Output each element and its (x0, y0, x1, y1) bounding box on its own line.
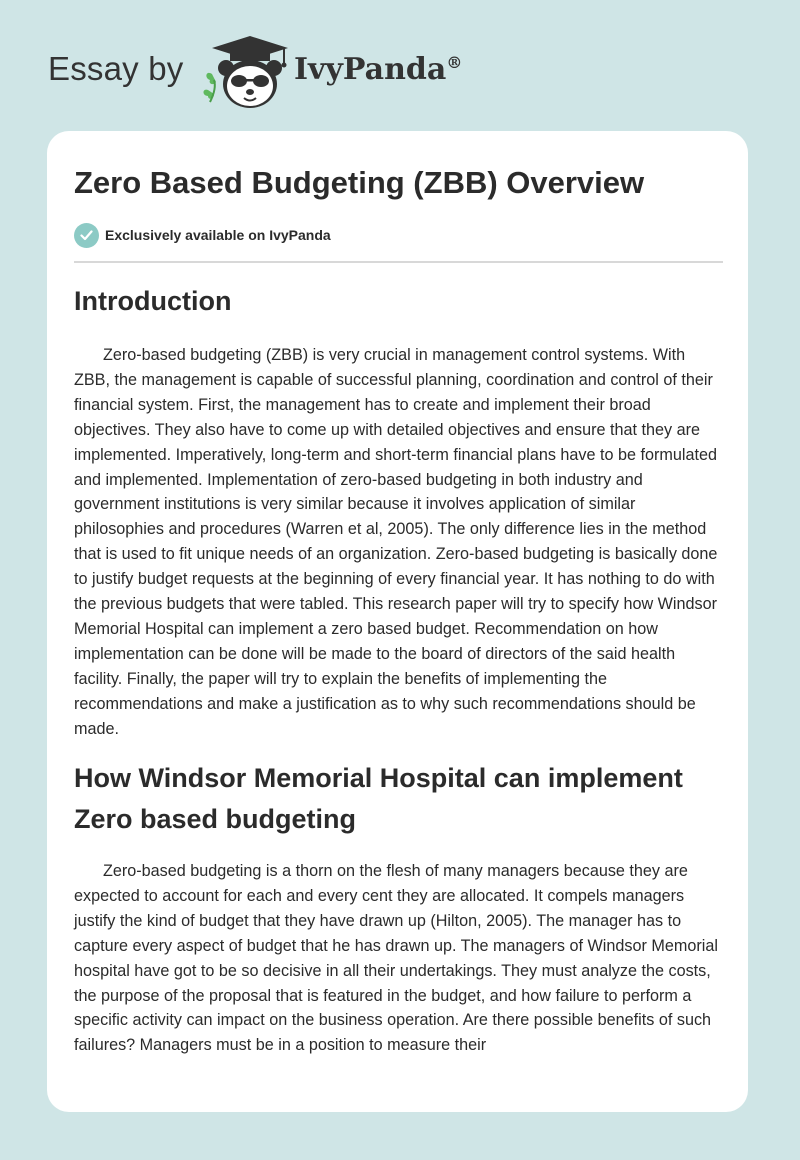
section-body-introduction: Zero-based budgeting (ZBB) is very crucial in management control systems. With ZBB, the management is capable of successful planning, coordination and control of their financial system. First, the management has to create and implement their broad objectives. They also have to come up with detailed objectives and ensure that they are implemented. Imperatively, long-term and short-term financial plans have to be formulated and implemented. Implementation of zero-based budgeting in both industry and government institutions is very similar because it involves application of similar philosophies and procedures (Warren et al, 2005). The only difference lies in the method that is used to fit unique needs of an organization. Zero-based budgeting is basically done to justify budget requests at the beginning of every financial year. It has nothing to do with the previous budgets that were tabled. This research paper will try to specify how Windsor Memorial Hospital can implement a zero based budget. Recommendation on how implementation can be done will be made to the board of directors of the said health facility. Finally, the paper will try to explain the benefits of implementing the recommendations and make a justification as to why such recommendations should be made. (74, 346, 718, 738)
divider (74, 261, 723, 263)
panda-face-icon (218, 60, 282, 108)
site-header (0, 0, 800, 130)
exclusive-badge-label: Exclusively available on IvyPanda (105, 227, 331, 243)
section-heading-introduction: Introduction (74, 286, 232, 316)
ivypanda-logo-icon[interactable] (200, 34, 292, 110)
section-body-implementation: Zero-based budgeting is a thorn on the flesh of many managers because they are expected to account for each and every cent they are allocated. It compels managers justify the kind of budget that they have drawn up (Hilton, 2005). The manager has to capture every aspect of budget that he has drawn up. The managers of Windsor Memorial hospital have got to be so decisive in all their undertakings. They must analyze the costs, the purpose of the proposal that is featured in the budget, and how failure to perform a specific activity can impact on the business operation. Are there possible benefits of such failures? Managers must be in a position to measure their (74, 862, 718, 1055)
section-heading-implementation: How Windsor Memorial Hospital can implement Zero based budgeting (74, 763, 683, 834)
brand-text: IvyPanda (294, 52, 447, 87)
brand-name[interactable] (294, 52, 462, 87)
page-title: Zero Based Budgeting (ZBB) Overview (74, 165, 645, 200)
check-circle-icon (74, 223, 99, 248)
exclusive-badge (74, 222, 331, 248)
article-card (47, 131, 748, 1112)
essay-by-label: Essay by (48, 50, 184, 87)
ivy-leaf-icon (204, 73, 217, 102)
registered-mark: ® (446, 53, 463, 72)
